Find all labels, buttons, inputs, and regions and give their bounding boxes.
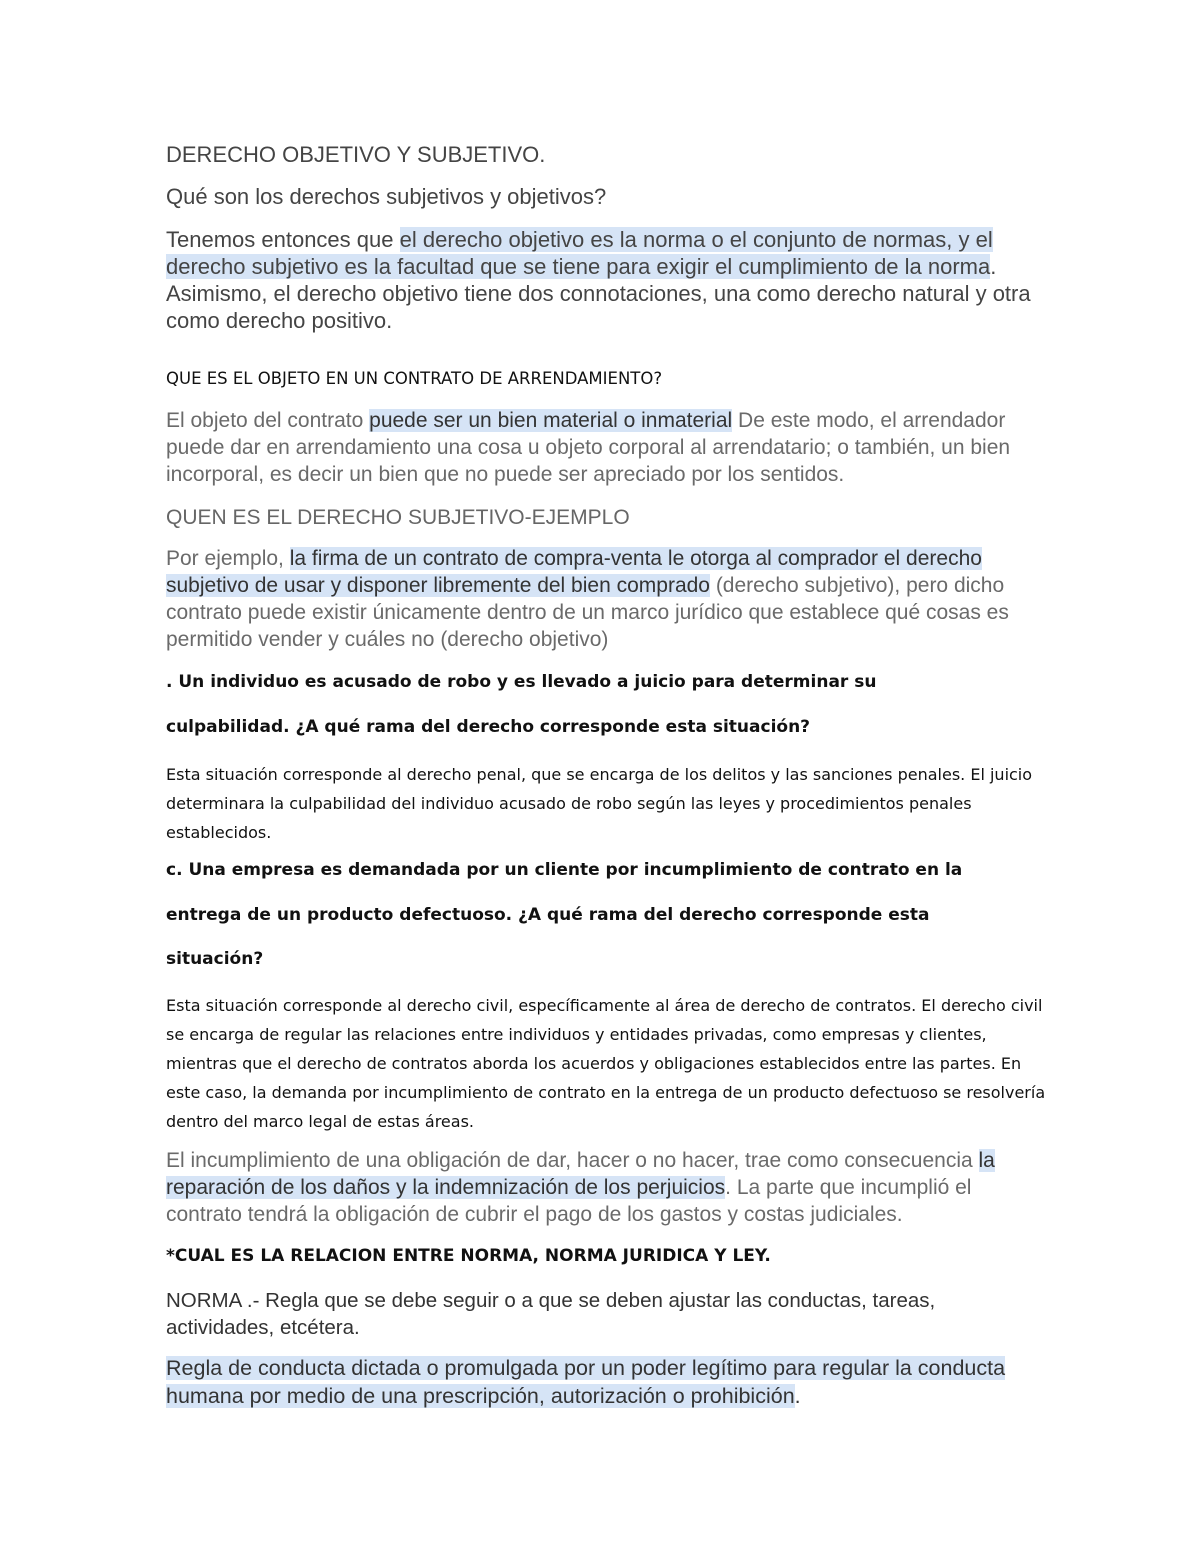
- incumplimiento-highlight: la reparación de los daños y la indemnización de los perjuicios: [166, 1149, 995, 1199]
- heading-quien: QUEN ES EL DERECHO SUBJETIVO-EJEMPLO: [166, 506, 630, 529]
- question-b-line2: culpabilidad. ¿A qué rama del derecho corresponde esta situación?: [166, 717, 811, 737]
- heading-relacion: *CUAL ES LA RELACION ENTRE NORMA, NORMA JURIDICA Y LEY.: [166, 1246, 771, 1266]
- ejemplo-text: Por ejemplo,: [166, 547, 290, 570]
- heading-objeto: QUE ES EL OBJETO EN UN CONTRATO DE ARRENDAMIENTO?: [166, 369, 663, 388]
- definition-highlight: el derecho objetivo es la norma o el conjunto de normas, y el derecho subjetivo es la facultad que se tiene para exigir el cumplimiento de la norma: [166, 227, 993, 279]
- regla-highlight: Regla de conducta dictada o promulgada por un poder legítimo para regular la conducta humana por medio de una prescripción, autorización o prohibición: [166, 1356, 1006, 1408]
- incumplimiento-text-end: . La parte que incumplió el contrato tendrá la obligación de cubrir el pago de los gastos y costas judiciales.: [166, 1176, 972, 1226]
- ejemplo-highlight: la firma de un contrato de compra-venta le otorga al comprador el derecho subjetivo de usar y disponer libremente del bien comprado: [166, 547, 982, 597]
- definition-text: Tenemos entonces que: [166, 227, 400, 252]
- document-title: DERECHO OBJETIVO Y SUBJETIVO.: [166, 142, 546, 167]
- question-c-line3: situación?: [166, 949, 264, 969]
- definition-paragraph: [166, 226, 1046, 334]
- answer-b: Esta situación corresponde al derecho penal, que se encarga de los delitos y las sanciones penales. El juicio determinara la culpabilidad del individuo acusado de robo según las leyes y procedimientos penales establecidos.: [166, 765, 1033, 842]
- objeto-paragraph: [166, 407, 1046, 488]
- intro-question: Qué son los derechos subjetivos y objetivos?: [166, 184, 607, 209]
- incumplimiento-text: El incumplimiento de una obligación de dar, hacer o no hacer, trae como consecuencia: [166, 1149, 979, 1172]
- question-c-line1: c. Una empresa es demandada por un cliente por incumplimiento de contrato en la: [166, 860, 963, 880]
- objeto-text-end: De este modo, el arrendador puede dar en arrendamiento una cosa u objeto corporal al arrendatario; o también, un bien incorporal, es decir un bien que no puede ser apreciado por los sentidos.: [166, 409, 1011, 486]
- definition-text-end: . Asimismo, el derecho objetivo tiene dos connotaciones, una como derecho natural y otra como derecho positivo.: [166, 254, 1031, 333]
- question-c-line2: entrega de un producto defectuoso. ¿A qué rama del derecho corresponde esta: [166, 905, 930, 925]
- question-b-line1: . Un individuo es acusado de robo y es llevado a juicio para determinar su: [166, 672, 877, 692]
- objeto-highlight: puede ser un bien material o inmaterial: [369, 409, 733, 432]
- ejemplo-paragraph: [166, 545, 1046, 653]
- incumplimiento-paragraph: [166, 1147, 1046, 1228]
- regla-paragraph: [166, 1354, 1046, 1410]
- ejemplo-text-end: (derecho subjetivo), pero dicho contrato puede existir únicamente dentro de un marco jurídico que establece qué cosas es permitido vender y cuáles no (derecho objetivo): [166, 574, 1009, 651]
- objeto-text: El objeto del contrato: [166, 409, 370, 432]
- answer-c: Esta situación corresponde al derecho civil, específicamente al área de derecho de contratos. El derecho civil se encarga de regular las relaciones entre individuos y entidades privadas, como empresas y clientes, mientras que el derecho de contratos aborda los acuerdos y obligaciones establecidos entre las partes. En este caso, la demanda por incumplimiento de contrato en la entrega de un producto defectuoso se resolvería dentro del marco legal de estas áreas.: [166, 996, 1046, 1131]
- regla-text-end: .: [794, 1384, 801, 1408]
- norma-paragraph: NORMA .- Regla que se debe seguir o a que se deben ajustar las conductas, tareas, actividades, etcétera.: [166, 1289, 936, 1339]
